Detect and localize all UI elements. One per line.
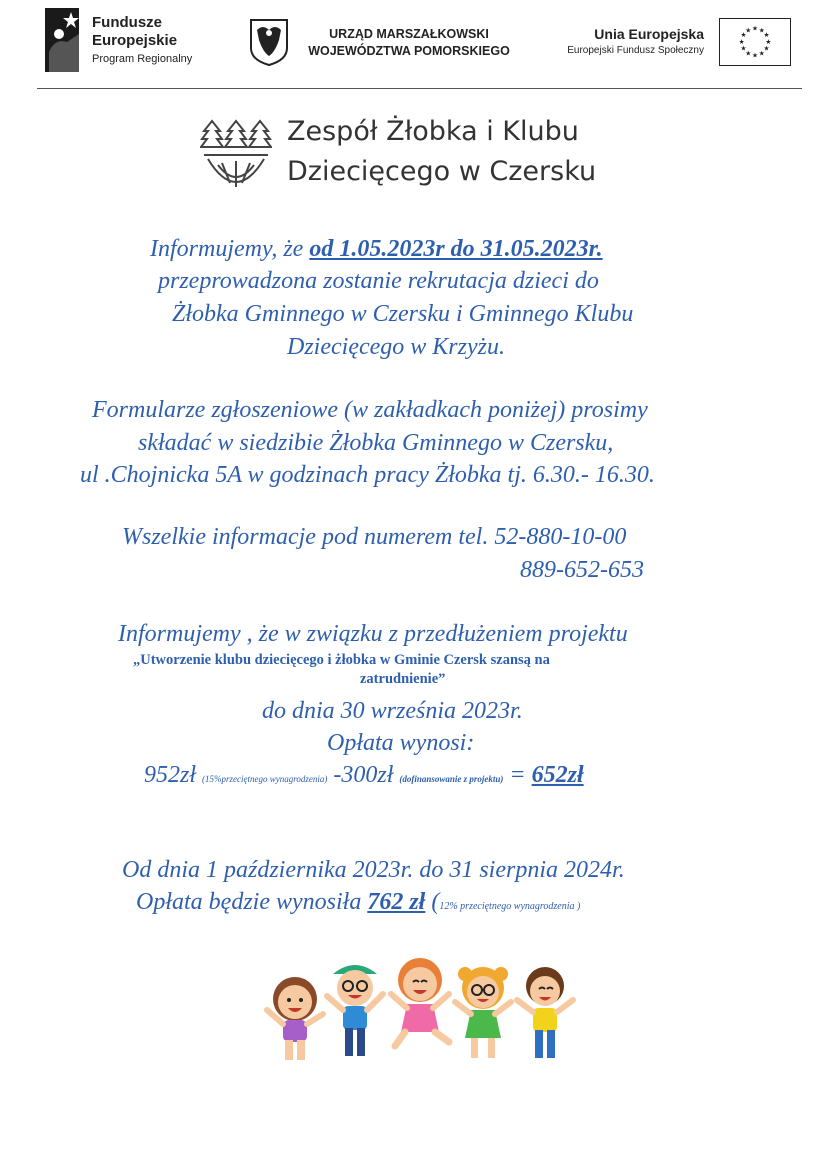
children-illustration-icon <box>255 954 585 1069</box>
p4-line6 <box>144 761 584 793</box>
svg-text:★: ★ <box>752 51 758 60</box>
p3-line1: Wszelkie informacje pod numerem tel. 52-880-10-00 <box>122 524 627 550</box>
eu-flag-icon <box>719 18 791 66</box>
svg-text:★: ★ <box>745 49 752 58</box>
header-divider <box>37 88 802 89</box>
fundusze-europejskie-logo-icon <box>45 8 79 72</box>
p5-line1: Od dnia 1 października 2023r. do 31 sierpnia 2024r. <box>122 857 625 883</box>
ue-line1: Unia Europejska <box>594 26 704 42</box>
svg-text:★: ★ <box>763 31 770 40</box>
p4-line3: zatrudnienie” <box>360 671 446 687</box>
p1-line4: Dziecięcego w Krzyżu. <box>287 334 505 360</box>
um-line1: URZĄD MARSZAŁKOWSKI <box>329 27 489 41</box>
fe-line3: Program Regionalny <box>92 53 193 65</box>
fee-total: 652zł <box>531 762 584 788</box>
fee-equals: = <box>503 762 532 788</box>
unia-europejska-text <box>554 25 704 58</box>
institution-logo-icon <box>200 117 272 191</box>
p3-line2: 889-652-653 <box>520 557 644 583</box>
svg-text:★: ★ <box>765 37 772 46</box>
p2-line2: składać w siedzibie Żłobka Gminnego w Czersku, <box>138 430 614 456</box>
p4-line4: do dnia 30 września 2023r. <box>262 698 523 724</box>
institution-name-line2: Dziecięcego w Czersku <box>287 156 597 187</box>
svg-text:★: ★ <box>740 31 747 40</box>
svg-text:★: ★ <box>738 37 745 46</box>
institution-name-line1: Zespół Żłobka i Klubu <box>287 116 579 147</box>
institution-name <box>287 112 596 192</box>
svg-text:★: ★ <box>758 26 765 35</box>
svg-text:★: ★ <box>740 44 747 53</box>
svg-text:★: ★ <box>763 44 770 53</box>
p2-line3: ul .Chojnicka 5A w godzinach pracy Żłobka tj. 6.30.- 16.30. <box>80 462 655 488</box>
fee-base-note: (15%przeciętnego wynagrodzenia) <box>202 774 328 784</box>
fe-line2: Europejskie <box>92 32 178 49</box>
fee-subsidy-note: (dofinansowanie z projektu) <box>399 774 504 784</box>
p1-line3: Żłobka Gminnego w Czersku i Gminnego Klubu <box>172 301 634 327</box>
urzad-marszalkowski-text <box>298 26 520 60</box>
um-line2: WOJEWÓDZTWA POMORSKIEGO <box>308 44 510 58</box>
p5-line2 <box>136 888 580 921</box>
svg-text:★: ★ <box>758 49 765 58</box>
svg-text:★: ★ <box>752 24 758 33</box>
p2-line1: Formularze zgłoszeniowe (w zakładkach poniżej) prosimy <box>92 397 648 423</box>
p5-line2-text: Opłata będzie wynosiła <box>136 889 368 915</box>
fundusze-europejskie-text <box>92 14 192 67</box>
new-fee: 762 zł <box>367 889 426 915</box>
svg-text:★: ★ <box>745 26 752 35</box>
p4-line5: Opłata wynosi: <box>327 730 475 756</box>
p1-line1-text: Informujemy, że <box>150 236 310 262</box>
fe-line1: Fundusze <box>92 14 162 31</box>
ue-line2: Europejski Fundusz Społeczny <box>567 45 704 56</box>
p5-paren: ( <box>425 889 440 915</box>
p1-line1 <box>150 235 603 263</box>
p4-line1: Informujemy , że w związku z przedłużeniem projektu <box>118 621 628 647</box>
recruitment-dates: od 1.05.2023r do 31.05.2023r. <box>309 236 603 262</box>
fee-subsidy: -300zł <box>327 762 400 788</box>
p1-line2: przeprowadzona zostanie rekrutacja dzieci do <box>158 268 599 294</box>
pomorskie-crest-icon <box>249 18 289 66</box>
p4-line2: „Utworzenie klubu dziecięcego i żłobka w Gminie Czersk szansą na <box>133 652 550 668</box>
new-fee-note: 12% przeciętnego wynagrodzenia ) <box>439 901 581 912</box>
fee-base: 952zł <box>144 762 203 788</box>
